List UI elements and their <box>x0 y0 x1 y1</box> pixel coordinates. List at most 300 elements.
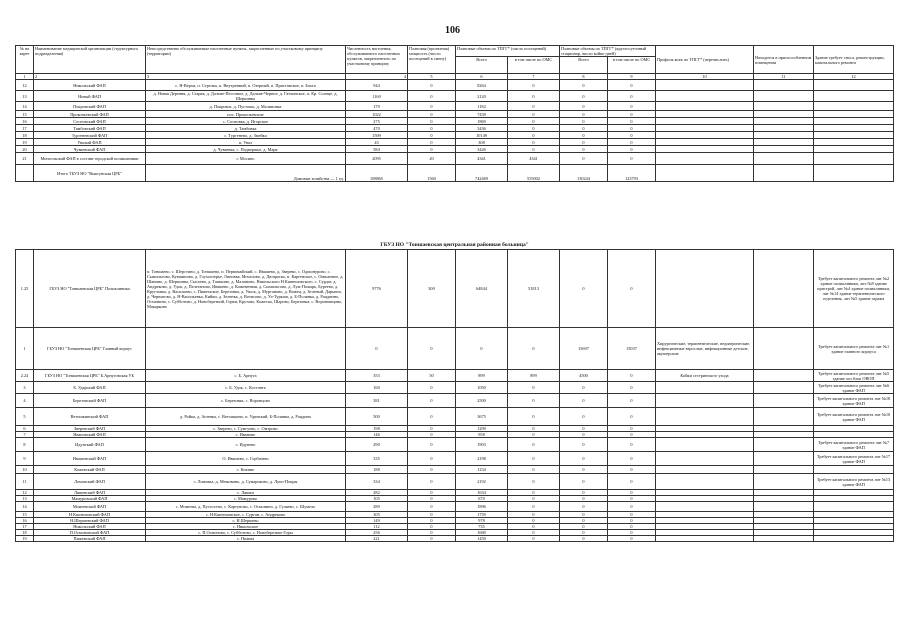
empty-cell <box>814 153 894 165</box>
table-cell: 0 <box>560 146 608 153</box>
table-cell: Требует капитального ремонта лит №18 здание ФАП <box>814 394 894 408</box>
empty-cell <box>656 165 754 182</box>
table-cell: 0 <box>508 125 560 132</box>
table-cell: Монгольский ФАП в составе городской поликлиники <box>34 153 146 165</box>
table-cell: 0 <box>508 80 560 91</box>
table-cell: 0 <box>408 146 456 153</box>
table-cell: 0 <box>508 496 560 502</box>
table-cell: пос. Прокопьевские <box>146 111 346 118</box>
empty-cell <box>754 118 814 125</box>
header-repair: Здание требует сноса, реконструкции, капитального ремонта <box>814 46 894 74</box>
table-cell: П.Осмоновский ФАП <box>34 530 146 536</box>
empty-cell <box>814 80 894 91</box>
header-visits-oms: в том числе по ОМС <box>508 57 560 74</box>
table-row <box>16 370 894 382</box>
table-row <box>16 118 894 125</box>
table-cell: Требует капитального ремонта лит №13 здание ФАП <box>814 474 894 490</box>
table-cell: Койки сестринского ухода <box>656 370 754 382</box>
table-cell: Требует капитального ремонта лит №10 здание ФАП <box>814 408 894 426</box>
table-cell: 188 <box>346 466 408 474</box>
table-cell: Зверевский ФАП <box>34 426 146 432</box>
table-cell: 0 <box>608 125 656 132</box>
table-cell: 1022 <box>346 111 408 118</box>
table-row <box>16 328 894 370</box>
table-cell: 10149 <box>456 132 508 139</box>
table-cell: Итого ТБУЗ НО "Выксунская ЦРБ" <box>34 165 146 182</box>
table-cell <box>656 466 754 474</box>
table-row <box>16 438 894 452</box>
table-cell: 0 <box>408 496 456 502</box>
table-cell: д. Покровск, д. Пустошь, д. Малиновка <box>146 102 346 111</box>
table-cell: 0 <box>408 382 456 394</box>
table-cell: 300 <box>408 250 456 328</box>
table-cell: Новый ФАП <box>34 91 146 102</box>
table-cell: 13 <box>16 496 34 502</box>
table-cell: 0 <box>508 512 560 518</box>
table-cell: 275 <box>346 118 408 125</box>
table-cell: 0 <box>508 474 560 490</box>
table-cell <box>656 408 754 426</box>
table-cell: с. Иваново <box>146 432 346 438</box>
col-number: 6 <box>456 74 508 80</box>
table-cell: 0 <box>508 91 560 102</box>
table-row <box>16 139 894 146</box>
empty-cell <box>754 111 814 118</box>
table-header-row <box>16 46 894 57</box>
table-cell: 1450 <box>456 536 508 542</box>
table-cell: с. Идунево <box>146 438 346 452</box>
table-cell: Требует капитального ремонта лит №5 здание хоз.блок ОВОП <box>814 370 894 382</box>
table-cell: 0 <box>508 518 560 524</box>
table-cell: 0 <box>508 139 560 146</box>
table-cell: 0 <box>508 426 560 432</box>
table-cell: 0 <box>408 111 456 118</box>
table-cell: 18 <box>16 530 34 536</box>
table-cell <box>656 502 754 512</box>
table-cell: 0 <box>560 432 608 438</box>
empty-cell <box>656 125 754 132</box>
table-cell: 1903 <box>456 438 508 452</box>
table-cell <box>656 394 754 408</box>
table-cell: 0 <box>608 146 656 153</box>
table-cell: 4500 <box>560 370 608 382</box>
table-cell: с. Ляшки <box>146 490 346 496</box>
col-number: 11 <box>754 74 814 80</box>
table-cell: Прокопьевский ФАП <box>34 111 146 118</box>
table-cell: с. П.Осмоново, с. Субботово, с. Новоберезкие Горы <box>146 530 346 536</box>
table-cell: 0 <box>608 132 656 139</box>
table-cell: 0 <box>508 102 560 111</box>
table-cell: Идунский ФАП <box>34 438 146 452</box>
table-cell: д. Ройка, д. Зеленка, с. Ветошкино, п. Удинский, Б-Полянка, д. Рацдино <box>146 408 346 426</box>
empty-cell <box>814 118 894 125</box>
table-cell: 43 <box>346 139 408 146</box>
table-cell: 290 <box>346 438 408 452</box>
table-cell: п. Тоншаево, с. Шерстино, д. Тоншаево, п. Первомайский, с. Ивашево, д. Зверево, с. Одошнурово, с. Сымпльгово, Кувшиново, д. Глухоозерье, Липовка, Мочалово, д. Дюпраско, п. Каргенское, с. Омшанное, д. Шанино, д. Шершины, Сысоево, д. Ташкино, д. Малиново, Никольского Н.Кшнешовского, с. Сурдаг, д. Андреково, д. Удок, д. Пелеганово, Ивашево, д. Кожевенная, д. Сымпльгово, д. Луж-Пожарь, Буреево, д. Кругловка, д. Васильево, с. Пижемское, Березовка, д. Ушок, д. Мурганово, д. Вожец, д. Зеленый, Дарьино, д. Чернигово, д. Н-Васильевка, Кийки, д. Зеленка, д. Вотисово, д. Ул-Туркаш, д. Б-Полянка, д. Рацдинно, Осмонино, с. Субботово, д. Новоберезкий, Горки, Крутово, Кожеско, Шарово, Березовка, с. Вороновщино, Макарково <box>146 250 346 328</box>
table-cell: 0 <box>560 530 608 536</box>
table-cell: Домовые хозяйства — 1 ед. <box>146 165 346 182</box>
table-cell: 0 <box>408 80 456 91</box>
table-cell: 381 <box>346 394 408 408</box>
table-cell <box>754 466 814 474</box>
header-org: Наименование медицинской организации (структурного подразделения) <box>34 46 146 74</box>
table-row <box>16 80 894 91</box>
table-cell: 0 <box>608 452 656 466</box>
table-cell: 2500 <box>456 394 508 408</box>
table-cell: 20 <box>16 146 34 153</box>
table-cell: 0 <box>608 111 656 118</box>
table-cell: 735 <box>456 524 508 530</box>
table-cell: 0 <box>560 118 608 125</box>
table-cell: Никольский ФАП <box>34 524 146 530</box>
table-cell: 0 <box>508 530 560 536</box>
table-cell: 17 <box>16 524 34 530</box>
table-cell: 13 <box>16 91 34 102</box>
table-cell: с. Кокино <box>146 466 346 474</box>
table-cell: 0 <box>608 426 656 432</box>
table-cell: 742469 <box>456 165 508 182</box>
table-cell: 958 <box>456 432 508 438</box>
table-cell <box>814 536 894 542</box>
table-cell <box>754 438 814 452</box>
table-cell <box>656 382 754 394</box>
table-cell: 0 <box>608 139 656 146</box>
table-cell: Березовский ФАП <box>34 394 146 408</box>
table-cell: 20 <box>408 153 456 165</box>
table-cell: Тамбовский ФАП <box>34 125 146 132</box>
table-cell: Сосновский ФАП <box>34 118 146 125</box>
table-cell: 198 <box>346 426 408 432</box>
col-number: 1 <box>16 74 34 80</box>
table-row <box>16 382 894 394</box>
table-cell: 105 <box>346 496 408 502</box>
table-cell <box>754 502 814 512</box>
header-visits: Плановые объемы по ТПГГ* (число посещений) <box>456 46 560 57</box>
table-row <box>16 111 894 118</box>
table-row <box>16 91 894 102</box>
table-row <box>16 536 894 542</box>
table-cell: 2198 <box>456 452 508 466</box>
table-row <box>16 502 894 512</box>
table-cell: с. Б. Удок, с. Костанть <box>146 382 346 394</box>
table-cell: 0 <box>408 394 456 408</box>
empty-cell <box>814 102 894 111</box>
table-cell: 6 <box>16 426 34 432</box>
table-cell: 0 <box>560 394 608 408</box>
table-cell: 15 <box>16 111 34 118</box>
table-row <box>16 250 894 328</box>
table-row <box>16 452 894 466</box>
table-cell: 0 <box>408 438 456 452</box>
table-cell: 0 <box>608 118 656 125</box>
table-cell: Хирургические, терапевтические, педиатрические, инфекционные взрослые, инфекционные детские, акушерские <box>656 328 754 370</box>
table-row <box>16 474 894 490</box>
table-cell: Никольский ФАП <box>34 80 146 91</box>
table-cell: 0 <box>560 91 608 102</box>
table-cell: 0 <box>608 512 656 518</box>
empty-cell <box>656 146 754 153</box>
table-cell: 0 <box>408 139 456 146</box>
table-cell: 0 <box>408 490 456 496</box>
table-cell <box>754 382 814 394</box>
table-cell: с. Никольское <box>146 524 346 530</box>
header-bed-profile: Профиль коек по ТПГГ* (перечислить) <box>656 46 754 74</box>
table-cell: 1509 <box>346 132 408 139</box>
header-beddays-total: Всего <box>560 57 608 74</box>
table-cell: 16 <box>16 518 34 524</box>
table-cell: 12 <box>16 80 34 91</box>
table-cell: 10 <box>16 466 34 474</box>
table-cell: 335 <box>346 452 408 466</box>
table-cell: 978 <box>456 518 508 524</box>
table-cell <box>656 438 754 452</box>
col-number: 2 <box>34 74 146 80</box>
table-cell: с. Н-Верхи, п. Стрелка, п. Внутренний, п. Озерный, п. Пристанское, п. Бахта <box>146 80 346 91</box>
table-cell: 19 <box>16 139 34 146</box>
empty-cell <box>656 153 754 165</box>
table-cell: 0 <box>408 125 456 132</box>
table-cell: 289 <box>346 502 408 512</box>
table-cell: 0 <box>560 153 608 165</box>
table-cell: 0 <box>508 490 560 496</box>
empty-cell <box>656 139 754 146</box>
table-cell: с. Мамурово <box>146 496 346 502</box>
table-cell: 0 <box>560 132 608 139</box>
header-visits-total: Всего <box>456 57 508 74</box>
table-cell: 0 <box>608 80 656 91</box>
table-cell: 0 <box>408 536 456 542</box>
table-cell: 0 <box>560 80 608 91</box>
table-cell: 0 <box>508 524 560 530</box>
table-cell: 4341 <box>456 153 508 165</box>
table-cell: 4341 <box>508 153 560 165</box>
table-cell: Кожевский ФАП <box>34 466 146 474</box>
table-cell: 64844 <box>456 250 508 328</box>
empty-cell <box>754 165 814 182</box>
table-cell <box>814 466 894 474</box>
table-cell: 0 <box>560 474 608 490</box>
table-cell: 1680 <box>456 530 508 536</box>
empty-cell <box>814 165 894 182</box>
empty-cell <box>754 153 814 165</box>
table-cell: 0 <box>560 536 608 542</box>
table-cell: 0 <box>408 328 456 370</box>
table-cell: 0 <box>608 91 656 102</box>
table-row <box>16 125 894 132</box>
empty-cell <box>656 111 754 118</box>
empty-cell <box>814 111 894 118</box>
total-row <box>16 165 894 182</box>
table-cell: с. Сосновка, д. Игорское <box>146 118 346 125</box>
table-cell: 944 <box>346 80 408 91</box>
table-cell: Увалый ФАП <box>34 139 146 146</box>
empty-cell <box>656 102 754 111</box>
table-cell: 353 <box>346 370 408 382</box>
table-cell: Ивановский ФАП <box>34 432 146 438</box>
table-cell: 0 <box>508 132 560 139</box>
table-cell: 9776 <box>346 250 408 328</box>
col-number: 5 <box>408 74 456 80</box>
table-cell: 0 <box>608 496 656 502</box>
table-cell: 0 <box>408 118 456 125</box>
table-cell: 334 <box>346 474 408 490</box>
table-cell: Требует капитального ремонта лит №6 здание ФАП <box>814 382 894 394</box>
table-cell: 0 <box>408 452 456 466</box>
table-cell: с. Б. Арнуга <box>146 370 346 382</box>
table-cell: 0 <box>508 452 560 466</box>
table-cell: 0 <box>508 438 560 452</box>
empty-cell <box>656 132 754 139</box>
empty-cell <box>754 132 814 139</box>
col-number: 8 <box>560 74 608 80</box>
table-cell: 0 <box>608 250 656 328</box>
table-cell: 0 <box>408 408 456 426</box>
table-cell: 146 <box>346 432 408 438</box>
empty-cell <box>814 146 894 153</box>
table-cell: 305 <box>346 512 408 518</box>
table-cell: 0 <box>560 490 608 496</box>
col-number: 10 <box>656 74 754 80</box>
col-number: 7 <box>508 74 560 80</box>
table-cell <box>656 536 754 542</box>
table-cell: 0 <box>608 408 656 426</box>
empty-cell <box>814 91 894 102</box>
table-cell: 179 <box>346 102 408 111</box>
table-cell: 15037 <box>608 328 656 370</box>
table-cell: ГБУЗ НО "Тоншаевская ЦРБ" Б.Арнуговская УБ <box>34 370 146 382</box>
table-cell: 3436 <box>456 125 508 132</box>
table-cell <box>754 394 814 408</box>
table-cell: 0 <box>508 432 560 438</box>
table-cell: 3675 <box>456 408 508 426</box>
table-cell: 0 <box>560 524 608 530</box>
table-cell: 14 <box>16 502 34 512</box>
table-cell: 1896 <box>456 502 508 512</box>
table-cell: 1.25 <box>16 250 34 328</box>
table-cell: Ветошкинский ФАП <box>34 408 146 426</box>
table-cell: 0 <box>408 432 456 438</box>
table-cell: 17 <box>16 125 34 132</box>
table-cell: д. Чуваевка, с. Подвершье, д. Марк <box>146 146 346 153</box>
header-capacity: Плановая (проектная) мощность (число посещений в смену) <box>408 46 456 74</box>
table-cell: 0 <box>560 438 608 452</box>
table-cell: 0 <box>608 370 656 382</box>
table-cell: 0 <box>408 91 456 102</box>
empty-cell <box>754 125 814 132</box>
table-cell: 0 <box>560 125 608 132</box>
table-cell: 11 <box>16 474 34 490</box>
table-cell <box>754 452 814 466</box>
table-cell: 0 <box>608 432 656 438</box>
empty-cell <box>754 80 814 91</box>
table-cell: 0 <box>560 502 608 512</box>
table-cell: 1560 <box>408 165 456 182</box>
table-cell: 0 <box>560 102 608 111</box>
table-cell: 1299 <box>456 426 508 432</box>
empty-cell <box>16 165 34 182</box>
table-cell: 21 <box>16 153 34 165</box>
table-cell: 0 <box>408 132 456 139</box>
table-cell: 4 <box>16 394 34 408</box>
table-cell: 0 <box>408 524 456 530</box>
table-cell: 2120 <box>456 91 508 102</box>
table-cell: 5 <box>16 408 34 426</box>
table-cell: 470 <box>346 125 408 132</box>
table-cell <box>754 328 814 370</box>
table-cell: с. Н.Кшнешовское, с. Сурган, с. Андреково <box>146 512 346 518</box>
table-cell: 1182 <box>456 102 508 111</box>
table-part-1 <box>15 45 894 182</box>
table-cell: 0 <box>408 474 456 490</box>
table-cell: 130244 <box>560 165 608 182</box>
table-cell: 14 <box>16 102 34 111</box>
table-cell: Покровский ФАП <box>34 102 146 111</box>
table-cell: Ивашевский ФАП <box>34 452 146 466</box>
table-cell: Требует капитального ремонта лит №7 здание ФАП <box>814 438 894 452</box>
table-cell <box>146 328 346 370</box>
table-cell: с. Тургенево, д. Змейка <box>146 132 346 139</box>
table-cell: 1050 <box>456 382 508 394</box>
table-cell: с. Ломовка, д. Межовино, д. Сумароково, д. Лупо-Покры <box>146 474 346 490</box>
table-cell: 0 <box>408 426 456 432</box>
table-cell: 899 <box>456 370 508 382</box>
table-cell: 0 <box>560 426 608 432</box>
table-cell: 108865 <box>346 165 408 182</box>
table-cell: 0 <box>608 518 656 524</box>
table-cell: 2095 <box>346 153 408 165</box>
empty-cell <box>754 102 814 111</box>
table-cell: Мамуровский ФАП <box>34 496 146 502</box>
table-cell <box>814 502 894 512</box>
table-cell: 0 <box>608 466 656 474</box>
table-cell: 9 <box>16 452 34 466</box>
page-number: 106 <box>445 25 460 36</box>
table-cell: 221 <box>346 536 408 542</box>
table-cell: 1160 <box>346 91 408 102</box>
table-cell: 0 <box>508 111 560 118</box>
table-cell: 0 <box>608 394 656 408</box>
table-cell: 123793 <box>608 165 656 182</box>
table-cell: Момеевский ФАП <box>34 502 146 512</box>
table-cell: 15697 <box>560 328 608 370</box>
table-cell: 0 <box>560 466 608 474</box>
header-beddays: Плановые объемы по ТПГГ* (круглосуточный стационар, число койко-дней) <box>560 46 656 57</box>
empty-cell <box>814 132 894 139</box>
table-cell: с. Н.Шершево <box>146 518 346 524</box>
table-cell: Тургеневский ФАП <box>34 132 146 139</box>
table-cell <box>656 452 754 466</box>
table-cell: с. Зверево, с. Сумгуево, с. Омтрово <box>146 426 346 432</box>
table-cell: 160 <box>346 382 408 394</box>
table-row <box>16 153 894 165</box>
table-cell: 899 <box>508 370 560 382</box>
table-cell: 0 <box>560 408 608 426</box>
table-cell: 8 <box>16 438 34 452</box>
table-cell: 0 <box>608 524 656 530</box>
table-cell: Требует капитального ремонта лит №17 здание ФАП <box>814 452 894 466</box>
table-cell: д. Новая Деревня, д. Старая, д. Дальне-Песочное, д. Дальне-Черное, д. Гатчинское, п. Кр. Солнце, д. Шершины <box>146 91 346 102</box>
table-cell: 0 <box>508 146 560 153</box>
table-cell: ГБУЗ НО "Тоншаевская ЦРБ" Поликлиника <box>34 250 146 328</box>
table-row <box>16 132 894 139</box>
col-number: 9 <box>608 74 656 80</box>
table-cell: 0 <box>346 328 408 370</box>
table-cell <box>754 408 814 426</box>
table-cell: 0 <box>608 530 656 536</box>
table-cell <box>754 536 814 542</box>
table-cell: 0 <box>408 518 456 524</box>
table-cell: 0 <box>608 438 656 452</box>
